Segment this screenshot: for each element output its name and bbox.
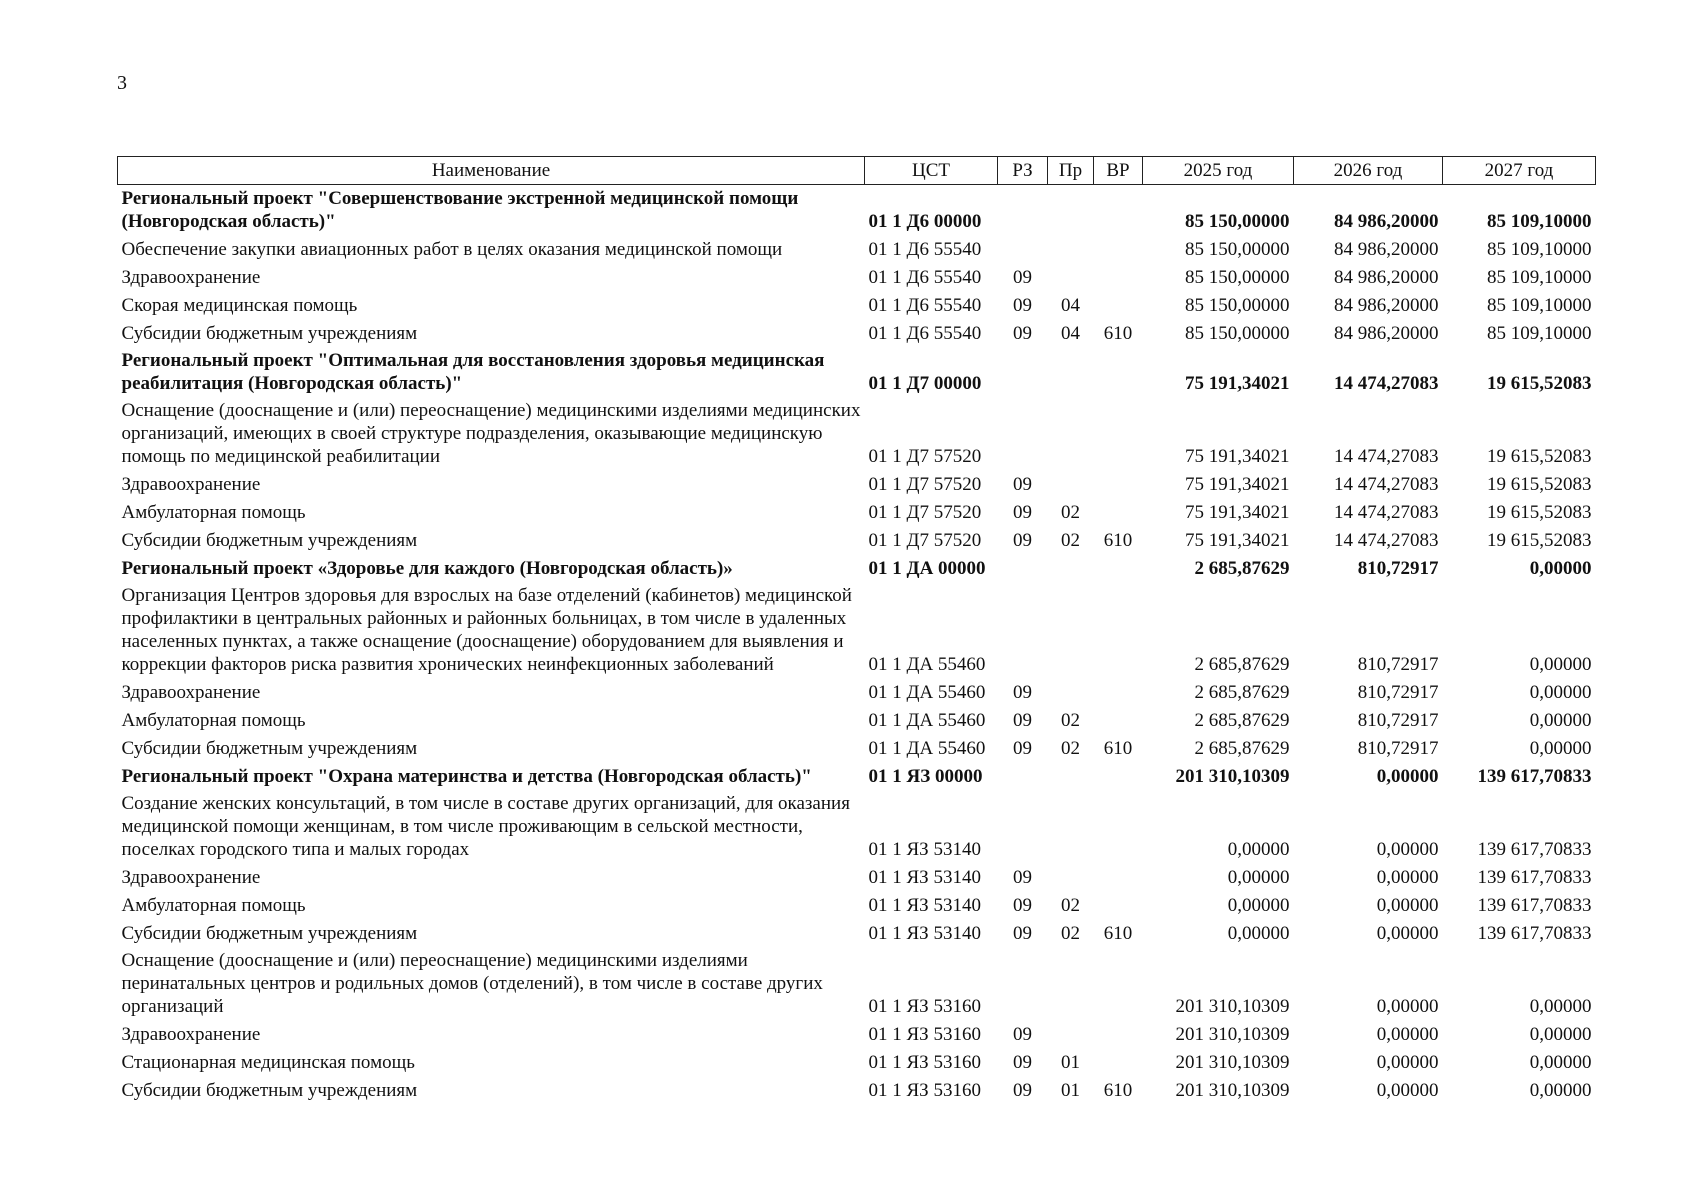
cell-rz: 09	[1013, 895, 1032, 916]
cell-vr	[1094, 347, 1143, 397]
cell-pr	[1048, 397, 1094, 470]
cell-rz: 09	[1013, 474, 1032, 495]
cell-2026: 0,00000	[1376, 766, 1439, 787]
cell-rz	[998, 554, 1048, 582]
cell-name: Обеспечение закупки авиационных работ в целях оказания медицинской помощи	[121, 239, 783, 260]
cell-cst: 01 1 ДА 55460	[868, 682, 986, 703]
cell-2025: 85 150,00000	[1185, 295, 1290, 316]
header-pr: Пр	[1048, 157, 1094, 185]
cell-2025: 2 685,87629	[1194, 558, 1290, 579]
table-row	[118, 185, 1596, 236]
cell-cst: 01 1 ЯЗ 53160	[868, 996, 981, 1017]
table-row	[118, 734, 1596, 762]
cell-2027: 0,00000	[1529, 710, 1592, 731]
cell-cst: 01 1 Д7 57520	[868, 474, 982, 495]
cell-rz	[998, 235, 1048, 263]
cell-2027: 0,00000	[1529, 1024, 1592, 1045]
cell-2026: 84 986,20000	[1334, 267, 1439, 288]
cell-vr	[1094, 397, 1143, 470]
cell-name: Здравоохранение	[121, 867, 261, 888]
cell-vr: 610	[1103, 738, 1133, 759]
cell-rz	[998, 185, 1048, 236]
cell-vr	[1094, 706, 1143, 734]
cell-name: Региональный проект "Охрана материнства и детства (Новгородская область)"	[121, 766, 812, 787]
table-row	[118, 1076, 1596, 1104]
cell-2026: 0,00000	[1376, 867, 1439, 888]
cell-pr: 01	[1061, 1052, 1080, 1073]
cell-2025: 2 685,87629	[1194, 654, 1290, 675]
cell-2025: 75 191,34021	[1185, 530, 1290, 551]
cell-2025: 201 310,10309	[1175, 766, 1290, 787]
cell-pr: 02	[1061, 895, 1080, 916]
cell-name: Здравоохранение	[121, 474, 261, 495]
cell-vr	[1094, 947, 1143, 1020]
cell-2026: 810,72917	[1357, 710, 1439, 731]
cell-2025: 75 191,34021	[1185, 446, 1290, 467]
cell-cst: 01 1 Д7 57520	[868, 530, 982, 551]
cell-2026: 14 474,27083	[1334, 446, 1439, 467]
cell-2027: 85 109,10000	[1487, 239, 1592, 260]
cell-rz: 09	[1013, 295, 1032, 316]
cell-pr: 02	[1061, 738, 1080, 759]
cell-pr: 04	[1061, 323, 1080, 344]
cell-cst: 01 1 Д7 00000	[868, 373, 982, 394]
cell-2027: 0,00000	[1529, 654, 1592, 675]
cell-2026: 14 474,27083	[1334, 474, 1439, 495]
header-2026: 2026 год	[1294, 157, 1443, 185]
cell-name: Организация Центров здоровья для взрослых на базе отделений (кабинетов) медицинской профилактики в центральных районных и районных больницах, в том числе в удаленных населенных пунктах, а также оснащение (дооснащение) оборудованием для выявления и коррекции факторов риска развития хронических неинфекционных заболеваний	[121, 585, 852, 675]
cell-rz: 09	[1013, 710, 1032, 731]
cell-2026: 14 474,27083	[1334, 502, 1439, 523]
cell-cst: 01 1 Д6 00000	[868, 211, 982, 232]
cell-2027: 0,00000	[1529, 682, 1592, 703]
table-row	[118, 762, 1596, 790]
table-row	[118, 397, 1596, 470]
cell-vr	[1094, 863, 1143, 891]
cell-2027: 19 615,52083	[1487, 446, 1592, 467]
cell-cst: 01 1 ДА 55460	[868, 710, 986, 731]
cell-2025: 0,00000	[1227, 867, 1290, 888]
table-row	[118, 235, 1596, 263]
cell-rz: 09	[1013, 682, 1032, 703]
cell-pr	[1048, 863, 1094, 891]
cell-pr	[1048, 347, 1094, 397]
cell-2027: 19 615,52083	[1487, 530, 1592, 551]
cell-pr	[1048, 762, 1094, 790]
cell-vr	[1094, 790, 1143, 863]
cell-rz	[998, 582, 1048, 678]
cell-2025: 0,00000	[1227, 923, 1290, 944]
cell-vr	[1094, 185, 1143, 236]
cell-cst: 01 1 Д7 57520	[868, 502, 982, 523]
cell-vr	[1094, 263, 1143, 291]
cell-cst: 01 1 ДА 55460	[868, 654, 986, 675]
cell-rz: 09	[1013, 867, 1032, 888]
table-row	[118, 291, 1596, 319]
cell-pr	[1048, 678, 1094, 706]
cell-2026: 0,00000	[1376, 1024, 1439, 1045]
cell-2027: 0,00000	[1529, 1052, 1592, 1073]
table-row	[118, 947, 1596, 1020]
cell-2026: 0,00000	[1376, 1052, 1439, 1073]
cell-vr	[1094, 762, 1143, 790]
cell-2026: 810,72917	[1357, 558, 1439, 579]
cell-2026: 84 986,20000	[1334, 239, 1439, 260]
table-row	[118, 554, 1596, 582]
cell-name: Создание женских консультаций, в том числе в составе других организаций, для оказания медицинской помощи женщинам, в том числе проживающим в сельской местности, поселках городского типа и малых городах	[121, 793, 850, 860]
cell-pr	[1048, 947, 1094, 1020]
cell-cst: 01 1 Д6 55540	[868, 323, 982, 344]
cell-vr	[1094, 582, 1143, 678]
cell-2026: 14 474,27083	[1334, 373, 1439, 394]
cell-rz: 09	[1013, 923, 1032, 944]
cell-2025: 85 150,00000	[1185, 267, 1290, 288]
cell-vr: 610	[1103, 323, 1133, 344]
cell-rz: 09	[1013, 1080, 1032, 1101]
cell-rz	[998, 397, 1048, 470]
cell-name: Оснащение (дооснащение и (или) переоснащение) медицинскими изделиями перинатальных центров и родильных домов (отделений), в том числе в составе других организаций	[121, 950, 823, 1017]
cell-rz	[998, 947, 1048, 1020]
table-row	[118, 1048, 1596, 1076]
cell-pr	[1048, 582, 1094, 678]
cell-2026: 0,00000	[1376, 895, 1439, 916]
cell-2026: 84 986,20000	[1334, 323, 1439, 344]
budget-table	[117, 156, 1596, 1104]
cell-vr: 610	[1103, 530, 1133, 551]
cell-2026: 0,00000	[1376, 996, 1439, 1017]
budget-table-container	[117, 156, 1595, 1104]
cell-name: Здравоохранение	[121, 267, 261, 288]
table-row	[118, 863, 1596, 891]
cell-vr	[1094, 891, 1143, 919]
cell-2026: 810,72917	[1357, 654, 1439, 675]
cell-2025: 201 310,10309	[1175, 1024, 1290, 1045]
cell-pr	[1048, 554, 1094, 582]
cell-name: Здравоохранение	[121, 682, 261, 703]
cell-cst: 01 1 Д6 55540	[868, 239, 982, 260]
cell-pr	[1048, 790, 1094, 863]
cell-2025: 201 310,10309	[1175, 996, 1290, 1017]
cell-rz: 09	[1013, 738, 1032, 759]
cell-2025: 0,00000	[1227, 895, 1290, 916]
cell-name: Региональный проект "Совершенствование экстренной медицинской помощи (Новгородская область)"	[121, 188, 799, 232]
cell-rz	[998, 347, 1048, 397]
cell-2025: 75 191,34021	[1185, 474, 1290, 495]
cell-cst: 01 1 ЯЗ 53160	[868, 1080, 981, 1101]
table-header	[118, 157, 1596, 185]
table-row	[118, 891, 1596, 919]
cell-2027: 139 617,70833	[1477, 895, 1592, 916]
cell-2025: 2 685,87629	[1194, 682, 1290, 703]
cell-name: Субсидии бюджетным учреждениям	[121, 923, 418, 944]
cell-2027: 85 109,10000	[1487, 323, 1592, 344]
cell-2027: 139 617,70833	[1477, 867, 1592, 888]
cell-name: Стационарная медицинская помощь	[121, 1052, 415, 1073]
header-name: Наименование	[118, 157, 865, 185]
cell-2027: 85 109,10000	[1487, 267, 1592, 288]
table-row	[118, 706, 1596, 734]
cell-2025: 2 685,87629	[1194, 710, 1290, 731]
cell-vr	[1094, 235, 1143, 263]
cell-name: Субсидии бюджетным учреждениям	[121, 323, 418, 344]
cell-cst: 01 1 ЯЗ 53160	[868, 1024, 981, 1045]
cell-2027: 19 615,52083	[1487, 474, 1592, 495]
cell-2025: 0,00000	[1227, 839, 1290, 860]
cell-name: Региональный проект "Оптимальная для восстановления здоровья медицинская реабилитация (Новгородская область)"	[121, 350, 825, 394]
cell-2026: 0,00000	[1376, 923, 1439, 944]
cell-rz: 09	[1013, 1052, 1032, 1073]
cell-name: Региональный проект «Здоровье для каждого (Новгородская область)»	[121, 558, 733, 579]
cell-name: Амбулаторная помощь	[121, 502, 306, 523]
cell-rz	[998, 790, 1048, 863]
cell-2025: 75 191,34021	[1185, 502, 1290, 523]
cell-pr: 04	[1061, 295, 1080, 316]
cell-rz: 09	[1013, 502, 1032, 523]
header-vr: ВР	[1094, 157, 1143, 185]
cell-2026: 810,72917	[1357, 682, 1439, 703]
cell-rz: 09	[1013, 267, 1032, 288]
table-body	[118, 185, 1596, 1105]
cell-pr	[1048, 185, 1094, 236]
cell-2026: 0,00000	[1376, 839, 1439, 860]
cell-name: Здравоохранение	[121, 1024, 261, 1045]
cell-vr	[1094, 291, 1143, 319]
header-2027: 2027 год	[1443, 157, 1596, 185]
cell-cst: 01 1 ЯЗ 53140	[868, 895, 981, 916]
cell-pr: 02	[1061, 530, 1080, 551]
cell-cst: 01 1 Д6 55540	[868, 295, 982, 316]
page-number: 3	[117, 72, 127, 94]
cell-vr	[1094, 470, 1143, 498]
cell-cst: 01 1 Д7 57520	[868, 446, 982, 467]
cell-2027: 19 615,52083	[1487, 502, 1592, 523]
cell-2026: 84 986,20000	[1334, 295, 1439, 316]
cell-2027: 19 615,52083	[1487, 373, 1592, 394]
table-row	[118, 263, 1596, 291]
cell-rz	[998, 762, 1048, 790]
table-row	[118, 790, 1596, 863]
cell-2027: 85 109,10000	[1487, 211, 1592, 232]
cell-pr	[1048, 470, 1094, 498]
cell-name: Оснащение (дооснащение и (или) переоснащение) медицинскими изделиями медицинских организаций, имеющих в своей структуре подразделения, оказывающие медицинскую помощь по медицинской реабилитации	[121, 400, 861, 467]
table-row	[118, 470, 1596, 498]
cell-name: Субсидии бюджетным учреждениям	[121, 530, 418, 551]
cell-name: Субсидии бюджетным учреждениям	[121, 738, 418, 759]
cell-pr: 02	[1061, 502, 1080, 523]
cell-cst: 01 1 ЯЗ 53140	[868, 923, 981, 944]
cell-rz: 09	[1013, 530, 1032, 551]
table-row	[118, 919, 1596, 947]
cell-pr: 02	[1061, 923, 1080, 944]
cell-cst: 01 1 ДА 55460	[868, 738, 986, 759]
table-row	[118, 678, 1596, 706]
cell-pr: 01	[1061, 1080, 1080, 1101]
cell-pr: 02	[1061, 710, 1080, 731]
cell-vr	[1094, 1048, 1143, 1076]
cell-2027: 0,00000	[1529, 558, 1592, 579]
cell-2026: 84 986,20000	[1334, 211, 1439, 232]
cell-cst: 01 1 ЯЗ 00000	[868, 766, 983, 787]
cell-2027: 0,00000	[1529, 738, 1592, 759]
cell-2025: 85 150,00000	[1185, 323, 1290, 344]
cell-vr: 610	[1103, 1080, 1133, 1101]
cell-cst: 01 1 ЯЗ 53140	[868, 839, 981, 860]
cell-2025: 201 310,10309	[1175, 1080, 1290, 1101]
cell-name: Субсидии бюджетным учреждениям	[121, 1080, 418, 1101]
cell-2027: 0,00000	[1529, 1080, 1592, 1101]
cell-name: Амбулаторная помощь	[121, 895, 306, 916]
cell-2026: 14 474,27083	[1334, 530, 1439, 551]
cell-2027: 139 617,70833	[1477, 923, 1592, 944]
cell-2025: 2 685,87629	[1194, 738, 1290, 759]
cell-pr	[1048, 263, 1094, 291]
cell-2027: 139 617,70833	[1477, 766, 1592, 787]
cell-vr	[1094, 678, 1143, 706]
cell-vr	[1094, 498, 1143, 526]
cell-2025: 75 191,34021	[1185, 373, 1290, 394]
header-cst: ЦСТ	[865, 157, 998, 185]
cell-vr	[1094, 1020, 1143, 1048]
header-rz: РЗ	[998, 157, 1048, 185]
cell-2026: 810,72917	[1357, 738, 1439, 759]
cell-2025: 201 310,10309	[1175, 1052, 1290, 1073]
cell-2025: 85 150,00000	[1185, 211, 1290, 232]
header-row	[118, 157, 1596, 185]
cell-rz: 09	[1013, 323, 1032, 344]
table-row	[118, 582, 1596, 678]
cell-vr	[1094, 554, 1143, 582]
cell-pr	[1048, 1020, 1094, 1048]
table-row	[118, 319, 1596, 347]
cell-2027: 139 617,70833	[1477, 839, 1592, 860]
header-2025: 2025 год	[1143, 157, 1294, 185]
table-row	[118, 498, 1596, 526]
cell-cst: 01 1 ДА 00000	[868, 558, 986, 579]
cell-vr: 610	[1103, 923, 1133, 944]
cell-2027: 0,00000	[1529, 996, 1592, 1017]
cell-name: Скорая медицинская помощь	[121, 295, 358, 316]
cell-2026: 0,00000	[1376, 1080, 1439, 1101]
table-row	[118, 526, 1596, 554]
cell-name: Амбулаторная помощь	[121, 710, 306, 731]
cell-cst: 01 1 ЯЗ 53160	[868, 1052, 981, 1073]
cell-2027: 85 109,10000	[1487, 295, 1592, 316]
cell-pr	[1048, 235, 1094, 263]
cell-cst: 01 1 Д6 55540	[868, 267, 982, 288]
table-row	[118, 347, 1596, 397]
cell-2025: 85 150,00000	[1185, 239, 1290, 260]
table-row	[118, 1020, 1596, 1048]
cell-rz: 09	[1013, 1024, 1032, 1045]
cell-cst: 01 1 ЯЗ 53140	[868, 867, 981, 888]
